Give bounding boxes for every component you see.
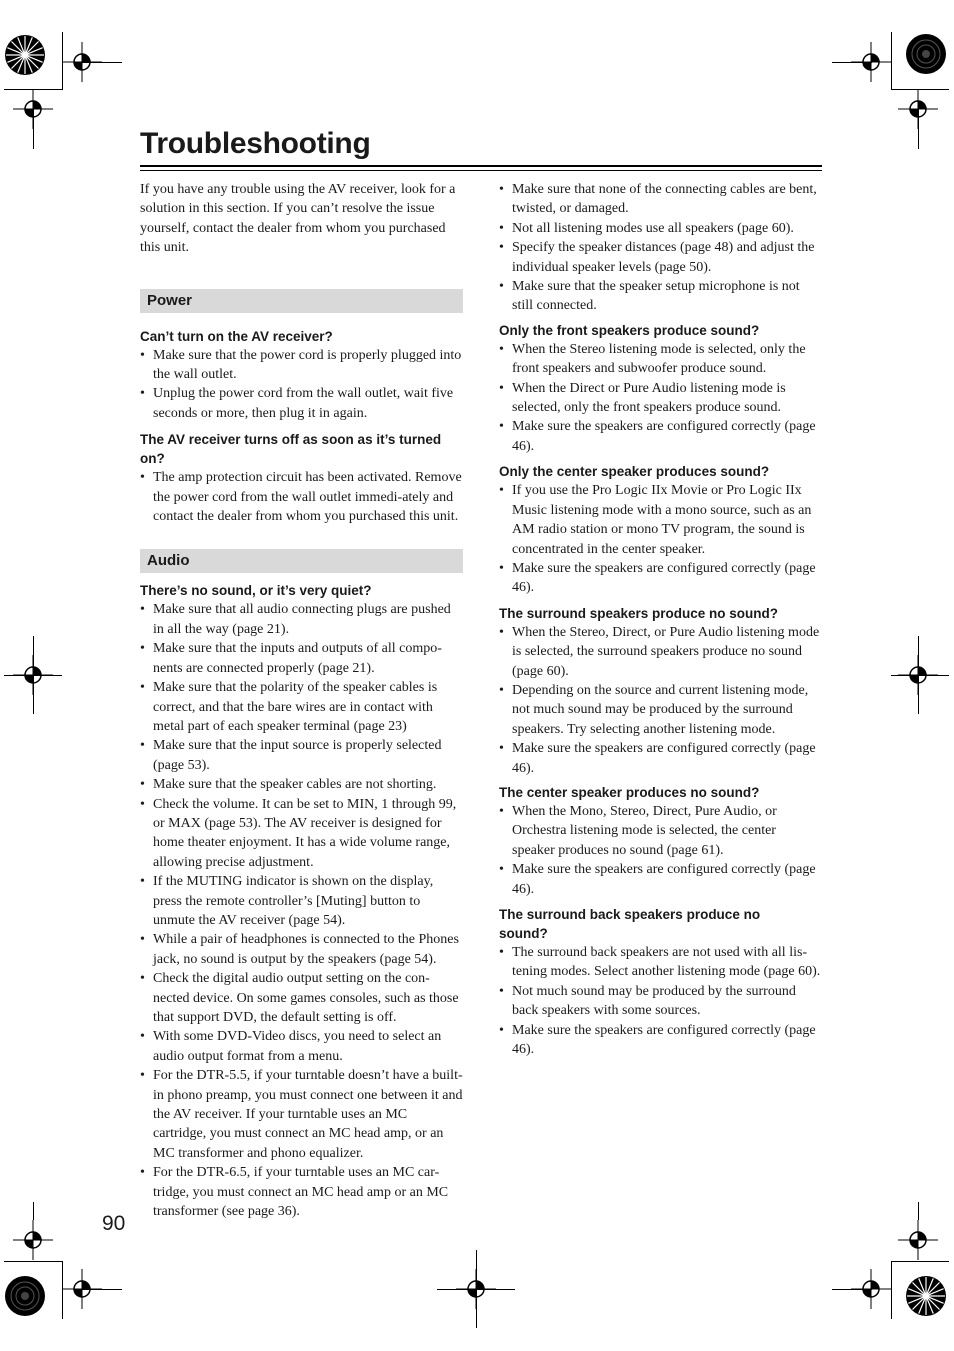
- section-heading-audio: Audio: [140, 549, 463, 573]
- list-item: • While a pair of headphones is connected to the Phones jack, no sound is output by the speakers (page 54).: [140, 930, 463, 969]
- list-item: • Make sure that the speaker cables are not shorting.: [140, 775, 463, 794]
- question-heading: Can’t turn on the AV receiver?: [140, 328, 333, 344]
- list-item: • When the Stereo, Direct, or Pure Audio listening mode is selected, the surround speakers produce no sound (page 60).: [499, 623, 822, 681]
- list-item: • If the MUTING indicator is shown on the display, press the remote controller’s [Muting] button to unmute the AV receiver (page 54).: [140, 872, 463, 930]
- bullet-list: [499, 481, 822, 597]
- list-item: • Make sure the speakers are configured correctly (page 46).: [499, 860, 822, 899]
- title-rule: [140, 165, 822, 167]
- bullet-list: [499, 943, 822, 1059]
- question-heading: The surround speakers produce no sound?: [499, 605, 779, 621]
- list-item: • Make sure that the power cord is properly plugged into the wall outlet.: [140, 346, 463, 385]
- list-item: • If you use the Pro Logic IIx Movie or Pro Logic IIx Music listening mode with a mono source, such as an AM radio station or mono TV program, the sound is concentrated in the center speaker.: [499, 481, 822, 559]
- starburst-mark-icon: [905, 1275, 947, 1317]
- list-item: • With some DVD-Video discs, you need to select an audio output format from a menu.: [140, 1027, 463, 1066]
- list-item: • Make sure the speakers are configured correctly (page 46).: [499, 1021, 822, 1060]
- question-heading: Only the front speakers produce sound?: [499, 322, 760, 338]
- bullet-list: [140, 468, 463, 526]
- list-item: • Check the volume. It can be set to MIN, 1 through 99, or MAX (page 53). The AV receiver is designed for home theater enjoyment. It has a wide volume range, allowing precise adjustment.: [140, 795, 463, 873]
- right-column: [499, 180, 822, 1059]
- page-number: 90: [102, 1212, 126, 1235]
- list-item: • When the Stereo listening mode is selected, only the front speakers and subwoofer produce sound.: [499, 340, 822, 379]
- bullet-list: [499, 180, 822, 316]
- list-item: • Make sure the speakers are configured correctly (page 46).: [499, 559, 822, 598]
- list-item: • For the DTR-6.5, if your turntable uses an MC car-tridge, you must connect an MC head amp or an MC transformer (see page 36).: [140, 1163, 463, 1221]
- list-item: • Make sure that none of the connecting cables are bent, twisted, or damaged.: [499, 180, 822, 219]
- list-item: • Make sure that the speaker setup microphone is not still connected.: [499, 277, 822, 316]
- list-item: • Depending on the source and current listening mode, not much sound may be produced by the surround speakers. Try selecting another listening mode.: [499, 681, 822, 739]
- bullet-list: [140, 346, 463, 424]
- bullseye-mark-icon: [905, 33, 947, 75]
- bullet-list: [499, 802, 822, 899]
- starburst-mark-icon: [4, 34, 46, 76]
- bullet-list: [499, 340, 822, 456]
- question-heading: The AV receiver turns off as soon as it’s turned on?: [140, 432, 442, 467]
- list-item: • Make sure that the polarity of the speaker cables is correct, and that the bare wires are in contact with metal part of each speaker terminal (page 23): [140, 678, 463, 736]
- section-heading-power: Power: [140, 289, 463, 313]
- question-heading: The center speaker produces no sound?: [499, 784, 760, 800]
- left-column: [140, 180, 463, 1221]
- list-item: • Not all listening modes use all speakers (page 60).: [499, 219, 822, 238]
- list-item: • Check the digital audio output setting on the con-nected device. On some games consoles, such as those that support DVD, the default setting is off.: [140, 969, 463, 1027]
- question-heading: Only the center speaker produces sound?: [499, 464, 770, 480]
- page-title: Troubleshooting: [140, 127, 371, 160]
- question-heading: There’s no sound, or it’s very quiet?: [140, 583, 372, 599]
- list-item: • Not much sound may be produced by the surround back speakers with some sources.: [499, 982, 822, 1021]
- bullseye-mark-icon: [4, 1275, 46, 1317]
- list-item: • For the DTR-5.5, if your turntable doesn’t have a built-in phono preamp, you must connect one between it and the AV receiver. If your turntable uses an MC cartridge, you must connect an MC head amp, or an MC transformer and phono equalizer.: [140, 1066, 463, 1163]
- list-item: • Specify the speaker distances (page 48) and adjust the individual speaker levels (page 50).: [499, 238, 822, 277]
- list-item: • When the Direct or Pure Audio listening mode is selected, only the front speakers produce sound.: [499, 379, 822, 418]
- title-rule: [140, 170, 822, 171]
- list-item: • Unplug the power cord from the wall outlet, wait five seconds or more, then plug it in again.: [140, 384, 463, 423]
- list-item: • Make sure that all audio connecting plugs are pushed in all the way (page 21).: [140, 600, 463, 639]
- list-item: • Make sure the speakers are configured correctly (page 46).: [499, 739, 822, 778]
- crosshair-mark-icon: [13, 1220, 53, 1260]
- list-item: • Make sure that the input source is properly selected (page 53).: [140, 736, 463, 775]
- list-item: • Make sure that the inputs and outputs of all compo-nents are connected properly (page 21).: [140, 639, 463, 678]
- bullet-list: [499, 623, 822, 778]
- question-heading: The surround back speakers produce no sound?: [499, 907, 761, 941]
- list-item: • The surround back speakers are not used with all lis-tening modes. Select another listening mode (page 60).: [499, 943, 822, 982]
- bullet-list: [140, 600, 463, 1221]
- crosshair-mark-icon: [898, 1220, 938, 1260]
- list-item: • Make sure the speakers are configured correctly (page 46).: [499, 417, 822, 456]
- list-item: • The amp protection circuit has been activated. Remove the power cord from the wall outlet immedi-ately and contact the dealer from whom you purchased this unit.: [140, 468, 463, 526]
- intro-paragraph: If you have any trouble using the AV receiver, look for a solution in this section. If you can’t resolve the issue yourself, contact the dealer from whom you purchased this unit.: [140, 182, 456, 256]
- list-item: • When the Mono, Stereo, Direct, Pure Audio, or Orchestra listening mode is selected, the center speaker produces no sound (page 61).: [499, 802, 822, 860]
